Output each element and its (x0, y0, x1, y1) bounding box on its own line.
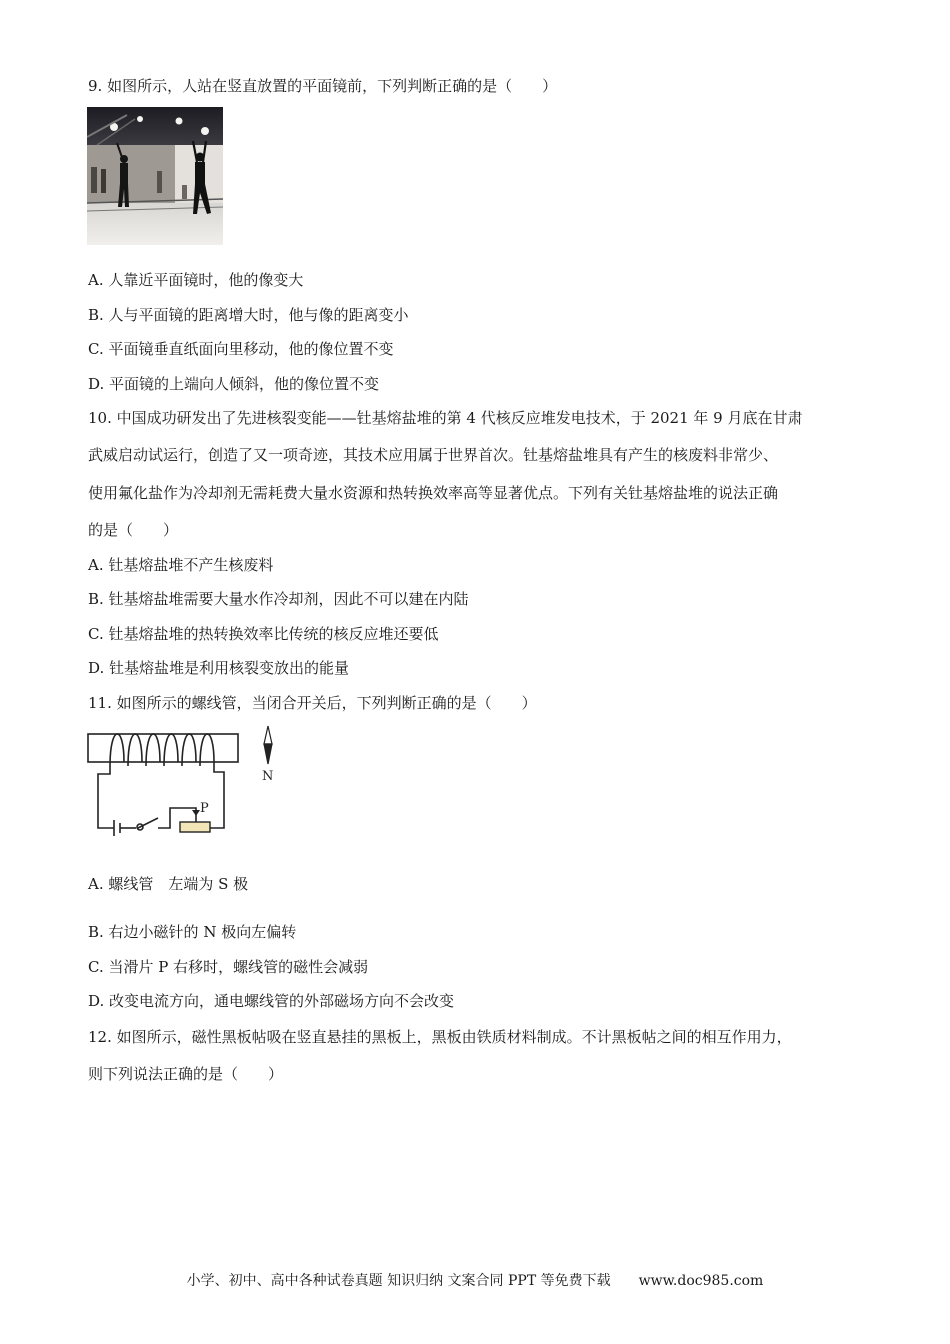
solenoid-circuit-diagram (84, 722, 284, 842)
q11-stem: 11. 如图所示的螺线管，当闭合开关后，下列判断正确的是（ ） (88, 694, 537, 712)
q9-option-c: C. 平面镜垂直纸面向里移动，他的像位置不变 (88, 340, 394, 358)
q9-option-a: A. 人靠近平面镜时，他的像变大 (88, 271, 304, 289)
solenoid (88, 734, 238, 766)
q9-stem: 9. 如图所示，人站在竖直放置的平面镜前，下列判断正确的是（ ） (88, 77, 558, 95)
q10-option-d: D. 钍基熔盐堆是利用核裂变放出的能量 (88, 659, 350, 677)
dance-mirror-photo (87, 107, 223, 245)
q11-option-c: C. 当滑片 P 右移时，螺线管的磁性会减弱 (88, 958, 369, 976)
q10-stem-line-4: 的是（ ） (88, 521, 179, 539)
q12-stem-line-2: 则下列说法正确的是（ ） (88, 1065, 284, 1083)
slider-p-arrow (192, 810, 200, 816)
slider-p-label: P (200, 801, 209, 816)
q9-option-d: D. 平面镜的上端向人倾斜，他的像位置不变 (88, 375, 380, 393)
q10-stem-line-3: 使用氟化盐作为冷却剂无需耗费大量水资源和热转换效率高等显著优点。下列有关钍基熔盐堆的说法正确 (88, 484, 779, 502)
q10-option-c: C. 钍基熔盐堆的热转换效率比传统的核反应堆还要低 (88, 625, 439, 643)
q11-option-d: D. 改变电流方向，通电螺线管的外部磁场方向不会改变 (88, 992, 455, 1010)
q10-stem-line-1: 10. 中国成功研发出了先进核裂变能——钍基熔盐堆的第 4 代核反应堆发电技术，于 2021 年 9 月底在甘肃 (88, 409, 803, 427)
q11-option-b: B. 右边小磁针的 N 极向左偏转 (88, 923, 297, 941)
page-footer: 小学、初中、高中各种试卷真题 知识归纳 文案合同 PPT 等免费下载 www.doc985.com (186, 1273, 764, 1289)
q10-stem-line-2: 武威启动试运行，创造了又一项奇迹，其技术应用属于世界首次。钍基熔盐堆具有产生的核废料非常少、 (88, 446, 779, 464)
q11-option-a: A. 螺线管 左端为 S 极 (88, 875, 249, 893)
q12-stem-line-1: 12. 如图所示，磁性黑板帖吸在竖直悬挂的黑板上，黑板由铁质材料制成。不计黑板帖之间的相互作用力， (88, 1028, 792, 1046)
q9-option-b: B. 人与平面镜的距离增大时，他与像的距离变小 (88, 306, 409, 324)
compass-needle (264, 726, 272, 764)
q10-option-b: B. 钍基熔盐堆需要大量水作冷却剂，因此不可以建在内陆 (88, 590, 469, 608)
q10-option-a: A. 钍基熔盐堆不产生核废料 (88, 556, 274, 574)
rheostat (180, 822, 210, 832)
needle-n-label: N (262, 769, 274, 784)
